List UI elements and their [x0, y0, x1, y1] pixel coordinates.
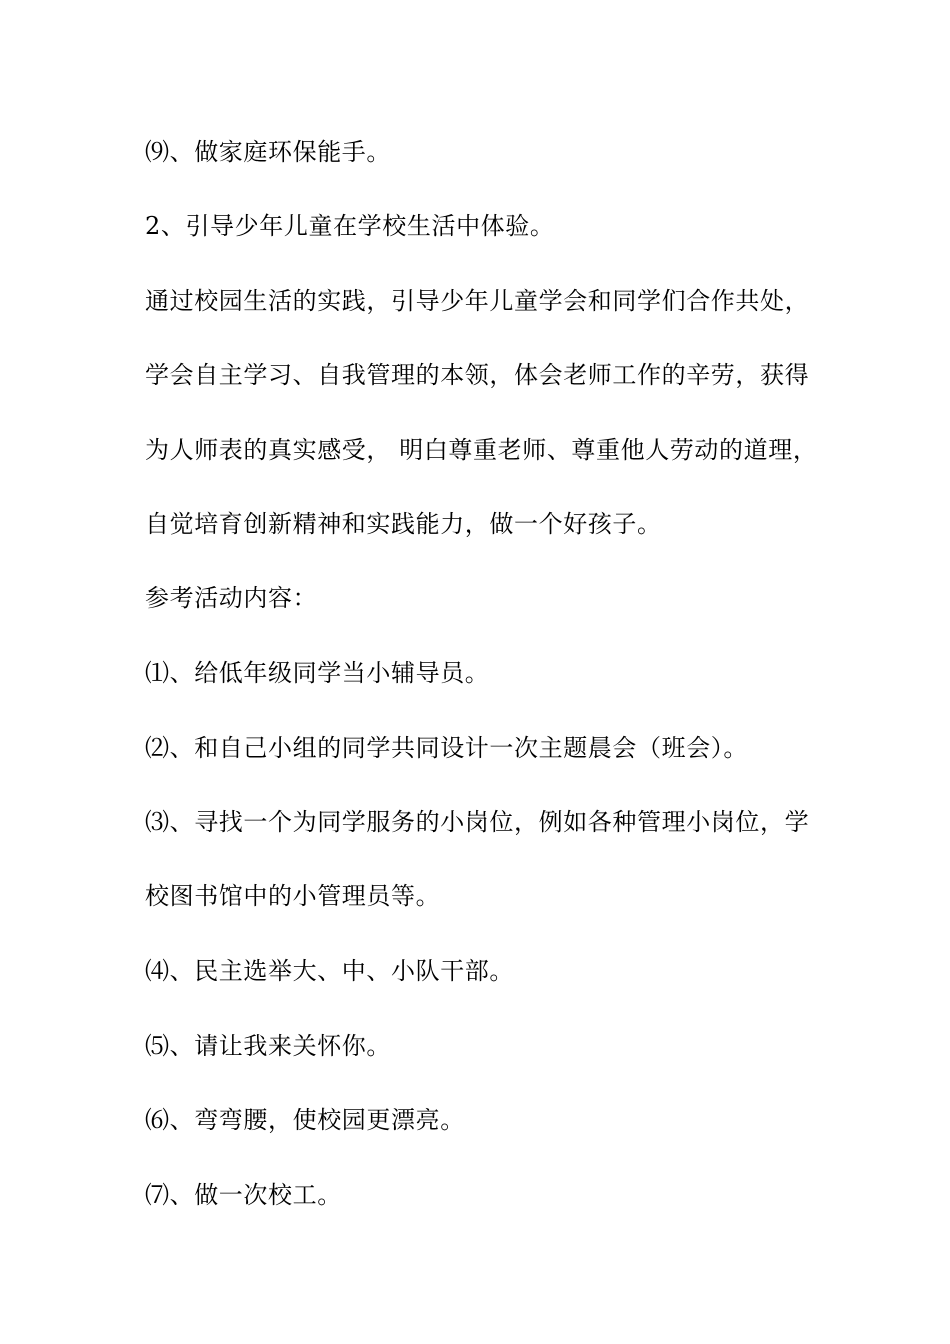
list-item-3-line-2: 校图书馆中的小管理员等。 [145, 882, 441, 910]
list-item-6: ⑹、弯弯腰，使校园更漂亮。 [145, 1106, 465, 1134]
list-item-1: ⑴、给低年级同学当小辅导员。 [145, 659, 490, 687]
list-item-7: ⑺、做一次校工。 [145, 1181, 342, 1209]
list-item-4: ⑷、民主选举大、中、小队干部。 [145, 957, 514, 985]
paragraph-line-3: 为人师表的真实感受， 明白尊重老师、尊重他人劳动的道理， [145, 436, 818, 464]
section-heading-2-school-life: 2、引导少年儿童在学校生活中体验。 [145, 212, 555, 240]
list-item-9-home-environmental: ⑼、做家庭环保能手。 [145, 138, 391, 166]
list-item-2: ⑵、和自己小组的同学共同设计一次主题晨会（班会）。 [145, 734, 748, 762]
paragraph-line-1: 通过校园生活的实践，引导少年儿童学会和同学们合作共处， [145, 287, 810, 315]
paragraph-line-4: 自觉培育创新精神和实践能力，做一个好孩子。 [145, 510, 662, 538]
paragraph-line-2: 学会自主学习、自我管理的本领，体会老师工作的辛劳，获得 [145, 361, 810, 389]
list-item-5: ⑸、请让我来关怀你。 [145, 1032, 391, 1060]
list-item-3-line-1: ⑶、寻找一个为同学服务的小岗位，例如各种管理小岗位，学 [145, 808, 810, 836]
reference-activities-heading: 参考活动内容： [145, 584, 318, 612]
